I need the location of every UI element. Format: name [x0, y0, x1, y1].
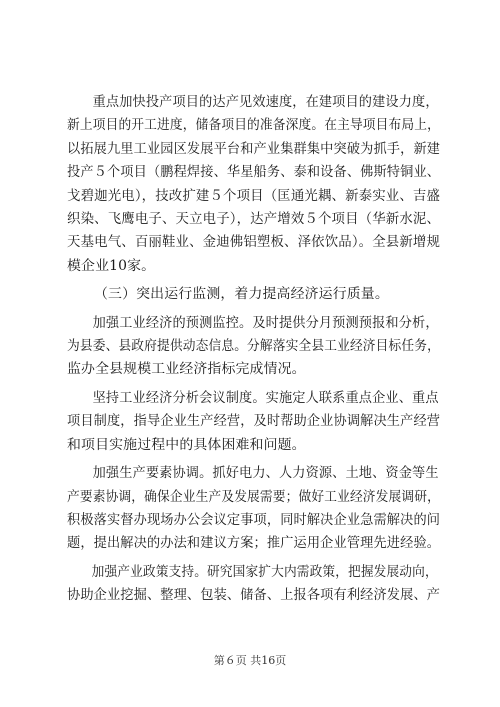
text-line: 协助企业挖掘、整理、包装、储备、上报各项有利经济发展、产: [67, 587, 441, 604]
page-number-footer: 第６页 共16页: [213, 654, 287, 667]
text-line: 戈碧迦光电），技改扩建５个项目（匡通光耦、新泰实业、吉盛: [67, 187, 441, 204]
paragraph-production-factors: [67, 462, 440, 556]
text-line: 积极落实督办现场办公会议定事项，同时解决企业急需解决的问: [67, 511, 441, 528]
text-line: 投产５个项目（鹏程焊接、华星船务、泰和设备、佛斯特铜业、: [67, 164, 441, 181]
text-line: 加强生产要素协调。抓好电力、人力资源、土地、资金等生: [92, 465, 439, 482]
text-line: 和项目实施过程中的具体困难和问题。: [67, 436, 306, 453]
paragraph-forecast-monitoring: [67, 312, 440, 382]
text-line: 监办全县规模工业经济指标完成情况。: [67, 361, 306, 378]
paragraph-policy-support: [67, 561, 440, 608]
section-heading: [67, 283, 440, 306]
text-line: 织染、飞鹰电子、天立电子），达产增效５个项目（华新水泥、: [67, 211, 441, 228]
text-line: 加强产业政策支持。研究国家扩大内需政策，把握发展动向，: [91, 563, 438, 580]
text-line: 为县委、县政府提供动态信息。分解落实全县工业经济目标任务，: [67, 338, 440, 355]
text-line: 题，提出解决的办法和建议方案；推广运用企业管理先进经验。: [67, 535, 441, 552]
text-line: 天基电气、百丽鞋业、金迪佛铝塑板、泽依饮品）。全县新增规: [67, 234, 441, 251]
text-line: 坚持工业经济分析会议制度。实施定人联系重点企业、重点: [92, 389, 439, 406]
text-line: 加强工业经济的预测监控。及时提供分月预测预报和分析，: [92, 314, 439, 331]
text-line: 以拓展九里工业园区发展平台和产业集群集中突破为抓手，新建: [67, 140, 441, 157]
paragraph-project-progress: [67, 91, 440, 278]
text-line: 项目制度，指导企业生产经营，及时帮助企业协调解决生产经营: [67, 413, 441, 430]
text-line: 重点加快投产项目的达产见效速度，在建项目的建设力度，: [92, 94, 439, 110]
text-line: 产要素协调，确保企业生产及发展需要；做好工业经济发展调研，: [67, 488, 440, 505]
document-body: [67, 91, 440, 608]
text-line: （三）突出运行监测，着力提高经济运行质量。: [94, 286, 389, 303]
text-line: 模企业10家。: [67, 257, 156, 274]
paragraph-analysis-meetings: [67, 387, 440, 457]
text-line: 新上项目的开工进度，储备项目的准备深度。在主导项目布局上，: [67, 117, 440, 134]
